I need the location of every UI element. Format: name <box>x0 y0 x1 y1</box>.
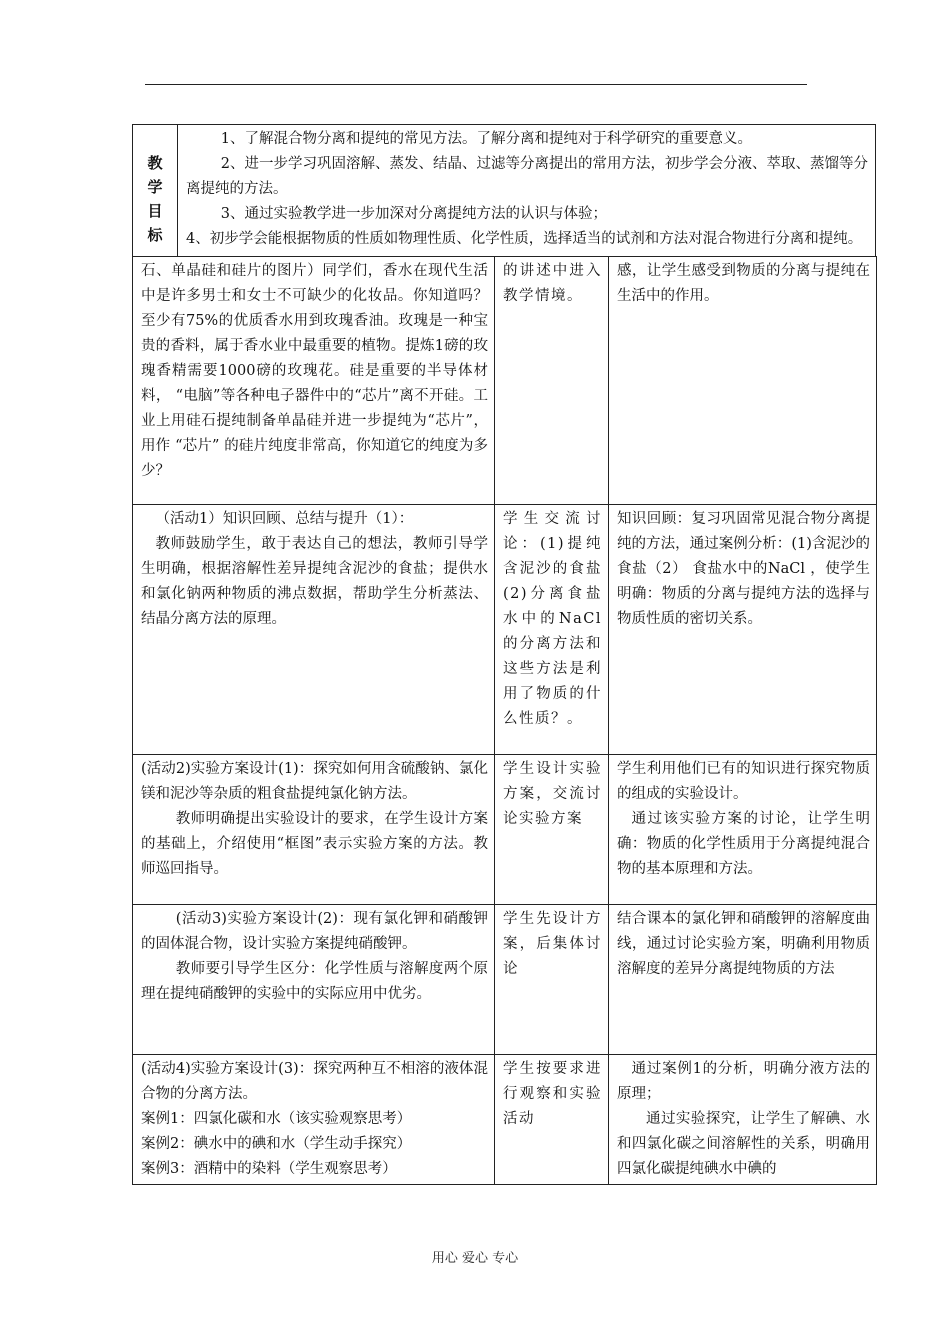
objectives-label-char: 标 <box>147 226 163 244</box>
activity-heading: （活动1）知识回顾、总结与提升（1）： <box>155 511 414 527</box>
intent-text: 通过实验探究，让学生了解碘、水和四氯化碳之间溶解性的关系，明确用四氯化碳提纯碘水中碘的 <box>617 1111 870 1177</box>
page-footer: 用心 爱心 专心 <box>431 1251 519 1266</box>
student-activity-cell <box>495 257 609 505</box>
table-row <box>133 755 877 905</box>
teacher-text: 石、单晶硅和硅片的图片）同学们，香水在现代生活中是许多男士和女士不可缺少的化妆品。你知道吗？至少有75%的优质香水用到玫瑰香油。玫瑰是一种宝贵的香料，属于香水业中最重要的植物。提炼1磅的玫瑰香精需要1000磅的玫瑰花。硅是重要的半导体材料， “电脑”等各种电子器件中的“芯片”离不开硅。工业上用硅石提纯制备单晶硅并进一步提纯为“芯片”，用作 “芯片” 的硅片纯度非常高，你知道它的纯度为多少？ <box>141 263 488 479</box>
teacher-activity-cell <box>133 505 495 755</box>
student-activity-cell <box>495 505 609 755</box>
activities-table <box>132 256 877 1185</box>
table-row <box>133 1055 877 1185</box>
case-item: 案例3：酒精中的染料（学生观察思考） <box>141 1161 397 1177</box>
case-item: 案例1：四氯化碳和水（该实验观察思考） <box>141 1111 412 1127</box>
student-text: 学生设计实验方案，交流讨论实验方案 <box>503 761 602 827</box>
table-row <box>133 505 877 755</box>
objective-item-1: 1、了解混合物分离和提纯的常见方法。了解分离和提纯对于科学研究的重要意义。 <box>220 131 753 147</box>
objective-item-3: 3、通过实验教学进一步加深对分离提纯方法的认识与体验； <box>220 206 608 222</box>
objectives-content <box>178 125 876 257</box>
teacher-activity-cell <box>133 755 495 905</box>
teacher-text: 教师鼓励学生，敢于表达自己的想法，教师引导学生明确，根据溶解性差异提纯含泥沙的食盐；提供水和氯化钠两种物质的沸点数据，帮助学生分析蒸法、结晶分离方法的原理。 <box>141 536 488 627</box>
intent-text: 通过该实验方案的讨论，让学生明确：物质的化学性质用于分离提纯混合物的基本原理和方法。 <box>617 811 870 877</box>
intent-text: 结合课本的氯化钾和硝酸钾的溶解度曲线，通过讨论实验方案，明确利用物质溶解度的差异分离提纯物质的方法 <box>617 911 870 977</box>
student-activity-cell <box>495 905 609 1055</box>
objectives-label-char: 目 <box>147 202 163 220</box>
activity-heading: (活动4)实验方案设计(3)：探究两种互不相溶的液体混合物的分离方法。 <box>141 1061 488 1102</box>
design-intent-cell <box>609 1055 877 1185</box>
teacher-activity-cell <box>133 257 495 505</box>
intent-text: 通过案例1的分析，明确分液方法的原理； <box>617 1061 870 1102</box>
table-row <box>133 257 877 505</box>
teacher-text: 教师要引导学生区分：化学性质与溶解度两个原理在提纯硝酸钾的实验中的实际应用中优劣。 <box>141 961 488 1002</box>
header-rule <box>145 84 807 85</box>
case-item: 案例2：碘水中的碘和水（学生动手探究） <box>141 1136 412 1152</box>
design-intent-cell <box>609 505 877 755</box>
objective-item-4: 4、初步学会能根据物质的性质如物理性质、化学性质，选择适当的试剂和方法对混合物进行分离和提纯。 <box>186 231 863 247</box>
activity-heading: (活动2)实验方案设计(1)：探究如何用含硫酸钠、氯化镁和泥沙等杂质的粗食盐提纯氯化钠方法。 <box>141 761 488 802</box>
student-activity-cell <box>495 755 609 905</box>
objectives-table <box>132 124 876 257</box>
objectives-label-char: 学 <box>147 178 163 196</box>
student-text: 学生按要求进行观察和实验活动 <box>503 1061 602 1127</box>
objectives-label <box>133 125 178 257</box>
teacher-activity-cell <box>133 905 495 1055</box>
lesson-plan-tables <box>132 124 876 1185</box>
objectives-label-char: 教 <box>147 154 163 172</box>
intent-text: 感，让学生感受到物质的分离与提纯在生活中的作用。 <box>617 263 870 304</box>
activity-heading: (活动3)实验方案设计(2)：现有氯化钾和硝酸钾的固体混合物，设计实验方案提纯硝酸钾。 <box>141 911 488 952</box>
objective-item-2: 2、进一步学习巩固溶解、蒸发、结晶、过滤等分离提出的常用方法，初步学会分液、萃取、蒸馏等分离提纯的方法。 <box>186 156 869 197</box>
design-intent-cell <box>609 257 877 505</box>
student-text: 学生交流讨论：(1)提纯含泥沙的食盐(2)分离食盐水中的NaCl 的分离方法和 这些方法是利用了物质的什么性质？。 <box>503 511 602 727</box>
student-text: 的讲述中进入教学情境。 <box>503 263 602 304</box>
design-intent-cell <box>609 905 877 1055</box>
intent-text: 知识回顾：复习巩固常见混合物分离提纯的方法，通过案例分析：(1)含泥沙的食盐（2） 食盐水中的NaCl ，使学生明确：物质的分离与提纯方法的选择与物质性质的密切关系。 <box>617 511 870 627</box>
teacher-text: 教师明确提出实验设计的要求，在学生设计方案的基础上，介绍使用“框图”表示实验方案的方法。教师巡回指导。 <box>141 811 488 877</box>
intent-text: 学生利用他们已有的知识进行探究物质的组成的实验设计。 <box>617 761 870 802</box>
design-intent-cell <box>609 755 877 905</box>
teacher-activity-cell <box>133 1055 495 1185</box>
student-activity-cell <box>495 1055 609 1185</box>
table-row <box>133 905 877 1055</box>
student-text: 学生先设计方案，后集体讨论 <box>503 911 602 977</box>
